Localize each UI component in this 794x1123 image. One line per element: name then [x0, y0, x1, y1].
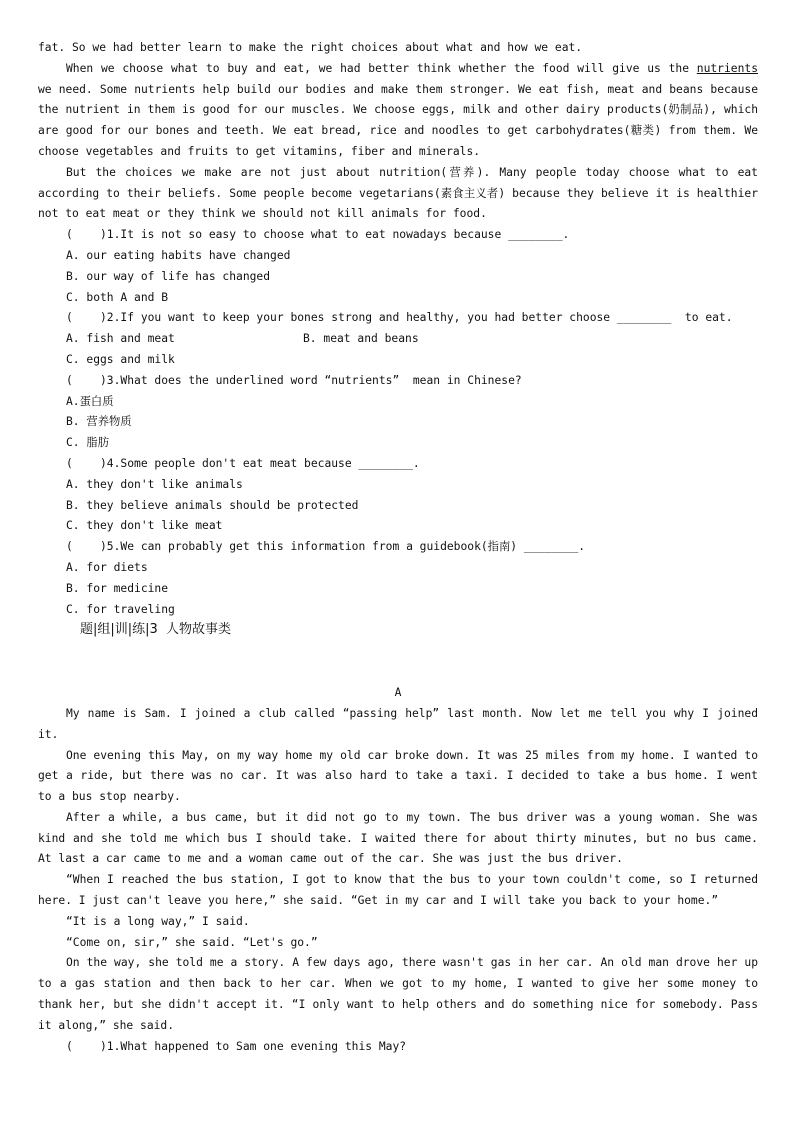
question-3-option-a: A.蛋白质 [66, 394, 114, 408]
question-3-option-b: B. 营养物质 [66, 415, 132, 429]
question-3-stem: ( )3.What does the underlined word “nutrients” mean in Chinese? [66, 373, 522, 387]
passage1-p1-after: we need. Some nutrients help build our bodies and make them stronger. We eat fish, meat and beans because the nutrient in them is good for our muscles. We choose eggs, milk and other dairy products(奶制品), which are good for our bones and teeth. We eat bread, rice and noodles to get carbohydrates(糖类) from them. We choose vegetables and fruits to get vitamins, fiber and minerals. [38, 82, 758, 158]
section-title: 题|组|训|练|3 人物故事类 [80, 622, 232, 638]
passage2-paragraph-1: One evening this May, on my way home my old car broke down. It was 25 miles from my home. I wanted to get a ride, but there was no car. It was also hard to take a taxi. I decided to take a bus home. I went to a bus stop nearby. [38, 748, 758, 804]
question-4-option-c: C. they don't like meat [66, 519, 223, 533]
passage1-paragraph-1 [38, 59, 758, 163]
question-2-option-a: A. fish and meat [66, 332, 175, 346]
question-1-stem: ( )1.It is not so easy to choose what to eat nowadays because ________. [66, 228, 570, 242]
question-5-option-a: A. for diets [66, 560, 148, 574]
passage2-paragraph-5: “Come on, sir,” she said. “Let's go.” [66, 935, 318, 949]
question-5-stem: ( )5.We can probably get this information from a guidebook(指南) ________. [66, 540, 586, 554]
question-4-stem: ( )4.Some people don't eat meat because ________. [66, 456, 420, 470]
passage-label: A [394, 686, 402, 700]
passage2-paragraph-4: “It is a long way,” I said. [66, 914, 250, 928]
question-1-option-b: B. our way of life has changed [66, 269, 271, 283]
passage1-p1-before: When we choose what to buy and eat, we had better think whether the food will give us the [66, 61, 697, 75]
question-2-option-c: C. eggs and milk [66, 352, 175, 366]
question-1-option-c: C. both A and B [66, 290, 169, 304]
question-1-option-a: A. our eating habits have changed [66, 248, 291, 262]
passage2-paragraph-2: After a while, a bus came, but it did not go to my town. The bus driver was a young woman. She was kind and she told me which bus I should take. I waited there for about thirty minutes, but no bus came. At last a car came to me and a woman came out of the car. She was just the bus driver. [38, 810, 758, 866]
section-spacer [38, 641, 758, 683]
question-3-option-c: C. 脂肪 [66, 436, 109, 450]
passage2-paragraph-0: My name is Sam. I joined a club called “passing help” last month. Now let me tell you why I joined it. [38, 706, 758, 741]
passage2-paragraph-3: “When I reached the bus station, I got to know that the bus to your town couldn't come, so I returned here. I just can't leave you here,” she said. “Get in my car and I will take you back to your home.” [38, 873, 758, 908]
question-4-option-a: A. they don't like animals [66, 477, 243, 491]
underlined-word-nutrients: nutrients [696, 61, 758, 75]
passage1-paragraph-0: fat. So we had better learn to make the right choices about what and how we eat. [38, 41, 583, 54]
question-5-option-b: B. for medicine [66, 581, 169, 595]
question-2-options-row [38, 329, 758, 350]
question-2-stem: ( )2.If you want to keep your bones strong and healthy, you had better choose ________ to eat. [66, 311, 733, 325]
question-4-option-b: B. they believe animals should be protected [66, 498, 359, 512]
passage1-paragraph-2: But the choices we make are not just about nutrition(营养). Many people today choose what to eat according to their beliefs. Some people become vegetarians(素食主义者) because they believe it is healthier not to eat meat or they think we should not kill animals for food. [38, 165, 758, 221]
passage2-paragraph-6: On the way, she told me a story. A few days ago, there wasn't gas in her car. An old man drove her up to a gas station and then back to her car. When we got to my home, I wanted to give her some money to thank her, but she didn't accept it. “I only want to help others and do something nice for somebody. Pass it along,” she said. [38, 956, 758, 1032]
question-5-option-c: C. for traveling [66, 602, 175, 616]
document-page [38, 38, 758, 1057]
passage2-question-1-stem: ( )1.What happened to Sam one evening this May? [66, 1039, 407, 1053]
question-2-option-b: B. meat and beans [303, 332, 419, 346]
